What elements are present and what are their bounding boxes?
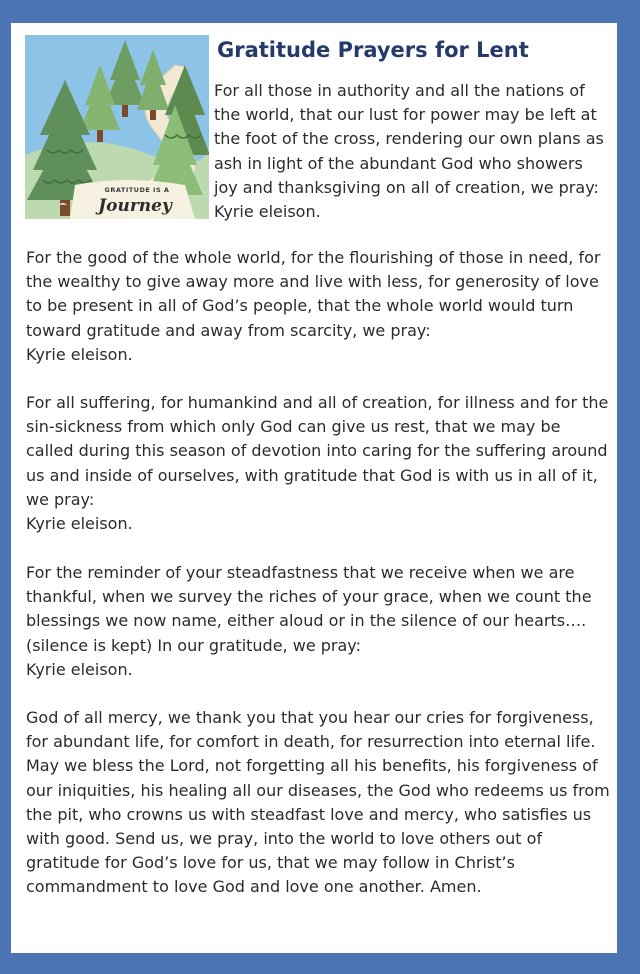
page-title: Gratitude Prayers for Lent — [217, 38, 529, 62]
prayer-paragraph: For the reminder of your steadfastness that we receive when we are thankful, when we survey the riches of your grace, when we count the blessings we now name, either aloud or in the silence of our hearts…. (silence is kept) In our gratitude, we pray: Kyrie eleison. — [26, 563, 592, 679]
prayer-card — [11, 23, 617, 953]
journey-illustration — [25, 35, 209, 219]
prayer-paragraph-closing: God of all mercy, we thank you that you hear our cries for forgiveness, for abundant life, for comfort in death, for resurrection into eternal life. May we bless the Lord, not forgetting all his benefits, his forgiveness of our iniquities, his healing all our diseases, the God who redeems us from the pit, who crowns us with steadfast love and mercy, who satisfies us with good. Send us, we pray, into the world to love others out of gratitude for God’s love for us, that we may follow in Christ’s commandment to love God and love one another. Amen. — [26, 708, 610, 897]
illustration-label-script: Journey — [98, 196, 172, 216]
prayer-paragraph: For the good of the whole world, for the flourishing of those in need, for the wealthy to give away more and live with less, for generosity of love to be present in all of God’s people, that the whole world would turn toward gratitude and away from scarcity, we pray: Kyrie eleison. — [26, 248, 601, 364]
prayer-paragraph: For all suffering, for humankind and all of creation, for illness and for the sin-sickness from which only God can give us rest, that we may be called during this season of devotion into caring for the suffering around us and inside of ourselves, with gratitude that God is with us in all of it, we pray: Kyrie eleison. — [26, 393, 609, 534]
prayer-intro: For all those in authority and all the nations of the world, that our lust for power may be left at the foot of the cross, rendering our own plans as ash in light of the abundant God who showers joy and thanksgiving on all of creation, we pray: Kyrie eleison. — [214, 81, 604, 222]
illustration-label-small: GRATITUDE IS A — [104, 186, 170, 194]
